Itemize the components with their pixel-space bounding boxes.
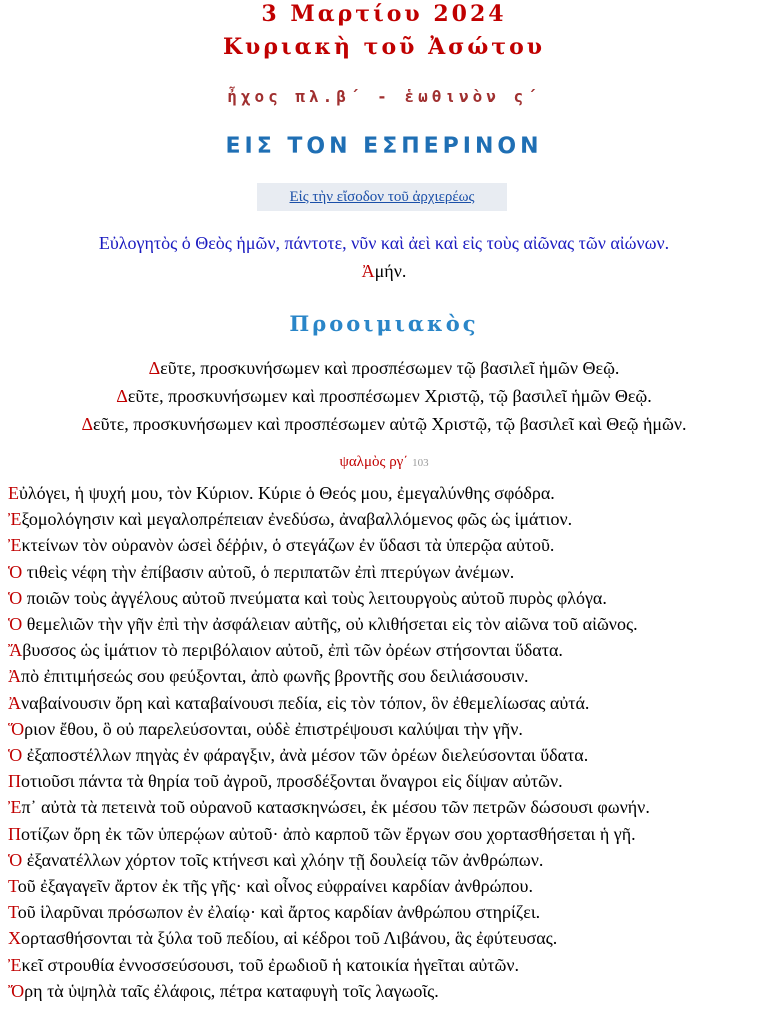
verse-initial: Ἄ xyxy=(8,640,23,661)
verse-text: ποιῶν τοὺς ἀγγέλους αὐτοῦ πνεύματα καὶ τοὺς λειτουργοὺς αὐτοῦ πυρὸς φλόγα. xyxy=(22,587,607,608)
psalm-verse xyxy=(8,637,764,663)
feast-title: Κυριακὴ τοῦ Ἀσώτου xyxy=(222,34,546,60)
deute-line xyxy=(0,354,768,382)
amen-rest: μήν. xyxy=(374,261,407,281)
psalm-verse xyxy=(8,821,764,847)
verse-initial: Ὅ xyxy=(8,718,25,739)
psalm-verse xyxy=(8,899,764,925)
opening-blessing xyxy=(0,229,768,285)
service-date: 3 Μαρτίου 2024 xyxy=(261,1,507,27)
verse-text: βυσσος ὡς ἱμάτιον τὸ περιβόλαιον αὐτοῦ, ἐπὶ τῶν ὀρέων στήσονται ὕδατα. xyxy=(22,640,563,661)
verse-text: ριον ἔθου, ὃ οὐ παρελεύσονται, οὐδὲ ἐπιστρέψουσι καλύψαι τὴν γῆν. xyxy=(24,718,523,739)
verse-text: οτίζων ὄρη ἐκ τῶν ὑπερῴων αὐτοῦ· ἀπὸ καρποῦ τῶν ἔργων σου χορτασθήσεται ἡ γῆ. xyxy=(21,823,636,844)
deute-line xyxy=(0,410,768,438)
deute-text: εῦτε, προσκυνήσωμεν καὶ προσπέσωμεν αὐτῷ Χριστῷ, τῷ βασιλεῖ καὶ Θεῷ ἡμῶν. xyxy=(93,414,687,434)
verse-text: ναβαίνουσιν ὄρη καὶ καταβαίνουσι πεδία, εἰς τὸν τόπον, ὃν ἐθεμελίωσας αὐτά. xyxy=(21,692,590,713)
come-let-us-worship xyxy=(0,354,768,438)
psalm-verse xyxy=(8,690,764,716)
psalm-verse xyxy=(8,611,764,637)
psalm-verse xyxy=(8,794,764,820)
psalm-verse xyxy=(8,480,764,506)
verse-initial: Ὁ xyxy=(8,614,23,635)
verse-text: ρη τὰ ὑψηλὰ ταῖς ἐλάφοις, πέτρα καταφυγὴ τοῖς λαγωοῖς. xyxy=(24,980,439,1001)
psalm-number: 103 xyxy=(412,457,429,469)
vespers-heading: ΕΙΣ ΤΟΝ ΕΣΠΕΡΙΝΟΝ xyxy=(225,134,543,159)
psalm-verse xyxy=(8,559,764,585)
verse-initial: Τ xyxy=(8,876,18,897)
psalm-verse xyxy=(8,585,764,611)
blessing-text: Εὐλογητὸς ὁ Θεὸς ἡμῶν, πάντοτε, νῦν καὶ ἀεὶ καὶ εἰς τοὺς αἰῶνας τῶν αἰώνων. xyxy=(98,233,670,253)
deute-initial: Δ xyxy=(148,358,161,378)
deute-text: εῦτε, προσκυνήσωμεν καὶ προσπέσωμεν Χριστῷ, τῷ βασιλεῖ ἡμῶν Θεῷ. xyxy=(127,386,652,406)
psalm-verse xyxy=(8,768,764,794)
verse-initial: Ὁ xyxy=(8,849,23,870)
verse-initial: Ἐ xyxy=(8,509,22,530)
verse-text: τιθεὶς νέφη τὴν ἐπίβασιν αὐτοῦ, ὁ περιπατῶν ἐπὶ πτερύγων ἀνέμων. xyxy=(22,561,515,582)
amen-line xyxy=(0,257,768,285)
psalm-verse xyxy=(8,925,764,951)
verse-initial: Ἐ xyxy=(8,535,22,556)
verse-text: π᾽ αὐτὰ τὰ πετεινὰ τοῦ οὐρανοῦ κατασκηνώσει, ἐκ μέσου τῶν πετρῶν δώσουσι φωνήν. xyxy=(21,797,650,818)
verse-initial: Ἀ xyxy=(8,692,21,713)
psalm-verses xyxy=(8,480,764,1004)
psalm-verse xyxy=(8,952,764,978)
verse-initial: Ὁ xyxy=(8,745,23,766)
psalm-verse xyxy=(8,978,764,1004)
verse-text: κεῖ στρουθία ἐννοσσεύσουσι, τοῦ ἐρωδιοῦ ἡ κατοικία ἡγεῖται αὐτῶν. xyxy=(21,954,520,975)
verse-text: ἐξανατέλλων χόρτον τοῖς κτήνεσι καὶ χλόην τῇ δουλείᾳ τῶν ἀνθρώπων. xyxy=(22,849,544,870)
verse-text: θεμελιῶν τὴν γῆν ἐπὶ τὴν ἀσφάλειαν αὐτῆς, οὐ κλιθήσεται εἰς τὸν αἰῶνα τοῦ αἰῶνος. xyxy=(22,614,638,635)
verse-initial: Ὁ xyxy=(8,587,23,608)
deute-line xyxy=(0,382,768,410)
verse-text: ξομολόγησιν καὶ μεγαλοπρέπειαν ἐνεδύσω, ἀναβαλλόμενος φῶς ὡς ἱμάτιον. xyxy=(21,509,573,530)
verse-text: οτιοῦσι πάντα τὰ θηρία τοῦ ἀγροῦ, προσδέξονται ὄναγροι εἰς δίψαν αὐτῶν. xyxy=(21,771,563,792)
tone-label: ἦχος πλ.β΄ - ἑωθινὸν ς΄ xyxy=(227,87,541,106)
verse-initial: Χ xyxy=(8,928,21,949)
psalm-verse xyxy=(8,742,764,768)
psalm-verse xyxy=(8,847,764,873)
verse-text: κτείνων τὸν οὐρανὸν ὡσεὶ δέῤῥιν, ὁ στεγάζων ἐν ὕδασι τὰ ὑπερῷα αὐτοῦ. xyxy=(21,535,555,556)
psalm-label: ψαλμὸς ργ΄ xyxy=(339,454,409,470)
psalm-reference xyxy=(0,450,768,475)
verse-text: ἐξαποστέλλων πηγὰς ἐν φάραγξιν, ἀνὰ μέσον τῶν ὀρέων διελεύσονται ὕδατα. xyxy=(22,745,589,766)
verse-initial: Ὄ xyxy=(8,980,25,1001)
psalm-verse xyxy=(8,873,764,899)
verse-text: οῦ ἱλαρῦναι πρόσωπον ἐν ἐλαίῳ· καὶ ἄρτος καρδίαν ἀνθρώπου στηρίζει. xyxy=(17,902,541,923)
prooimiakos-heading: Προοιμιακὸς xyxy=(289,311,479,336)
amen-initial: Ἀ xyxy=(361,261,375,281)
deute-initial: Δ xyxy=(116,386,128,406)
entrance-link-box xyxy=(257,183,507,211)
verse-text: πὸ ἐπιτιμήσεώς σου φεύξονται, ἀπὸ φωνῆς βροντῆς σου δειλιάσουσιν. xyxy=(21,666,529,687)
deute-initial: Δ xyxy=(81,414,94,434)
verse-initial: Ἐ xyxy=(8,797,22,818)
verse-text: ορτασθήσονται τὰ ξύλα τοῦ πεδίου, αἱ κέδροι τοῦ Λιβάνου, ἃς ἐφύτευσας. xyxy=(21,928,558,949)
verse-text: οῦ ἐξαγαγεῖν ἄρτον ἐκ τῆς γῆς· καὶ οἶνος εὐφραίνει καρδίαν ἀνθρώπου. xyxy=(17,876,533,897)
verse-initial: Τ xyxy=(8,902,18,923)
verse-initial: Ὁ xyxy=(8,561,23,582)
verse-text: ὐλόγει, ἡ ψυχή μου, τὸν Κύριον. Κύριε ὁ Θεός μου, ἐμεγαλύνθης σφόδρα. xyxy=(19,483,555,503)
bishop-entrance-link[interactable]: Εἰς τὴν εἴσοδον τοῦ ἀρχιερέως xyxy=(289,189,475,205)
deute-text: εῦτε, προσκυνήσωμεν καὶ προσπέσωμεν τῷ βασιλεῖ ἡμῶν Θεῷ. xyxy=(160,358,620,378)
psalm-verse xyxy=(8,716,764,742)
verse-initial: Π xyxy=(8,771,21,792)
psalm-verse xyxy=(8,663,764,689)
psalm-verse xyxy=(8,506,764,532)
psalm-verse xyxy=(8,532,764,558)
verse-initial: Ἀ xyxy=(8,666,21,687)
verse-initial: Ε xyxy=(8,483,19,503)
verse-initial: Ἐ xyxy=(8,954,22,975)
verse-initial: Π xyxy=(8,823,21,844)
